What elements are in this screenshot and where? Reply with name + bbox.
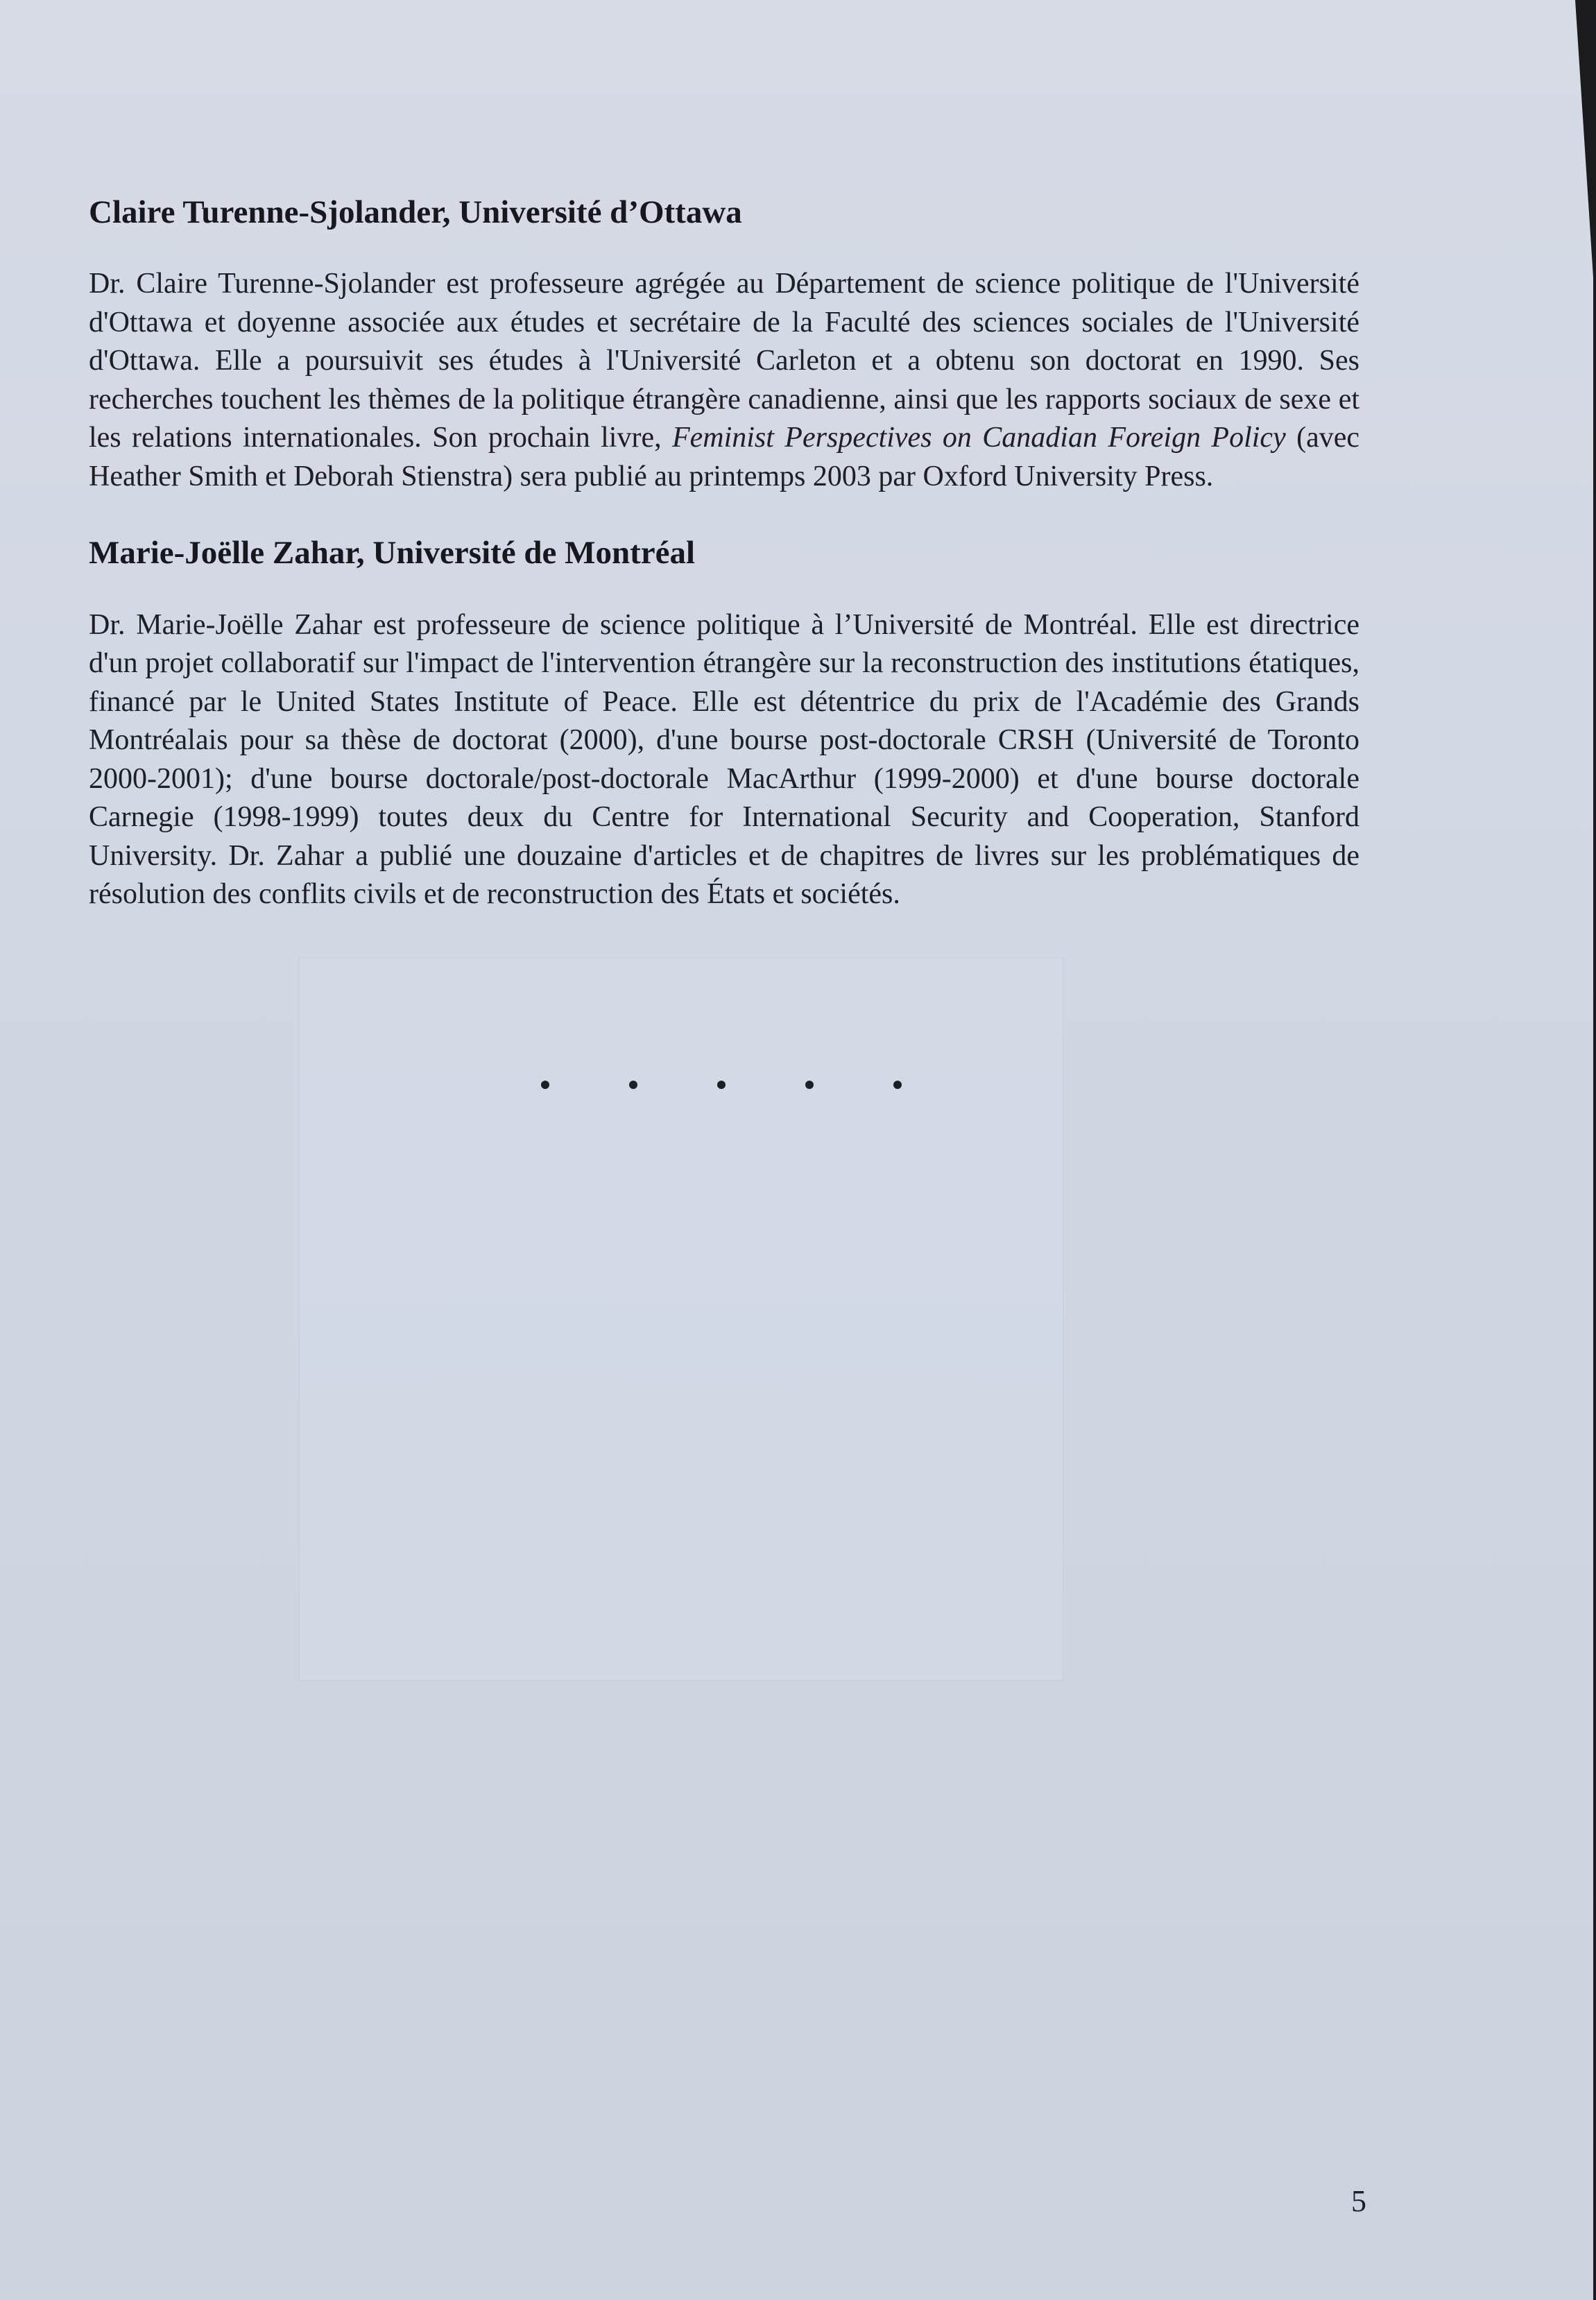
show-through-rectangle — [298, 957, 1064, 1681]
section-heading: Claire Turenne-Sjolander, Université d’Ottawa — [89, 194, 742, 230]
book-title: Feminist Perspectives on Canadian Foreign Policy — [671, 422, 1286, 454]
bio-text-part1: Dr. Claire Turenne-Sjolander est professeure agrégée au Département de science politique de l'Université d'Ottawa et doyenne associée aux études et secrétaire de la Faculté des sciences sociales de l'Université d'Ottawa. Elle a poursuivit ses études à l'Université Carleton et a obtenu son doctorat en 1990. Ses recherches touchent les thèmes de la politique étrangère canadienne, ainsi que les rapports sociaux de sexe et les relations internationales. Son prochain livre, — [89, 268, 1359, 454]
scan-shadow-edge — [1547, 0, 1596, 2300]
page-number: 5 — [1351, 2184, 1366, 2218]
bio-paragraph — [89, 265, 1359, 496]
bio-claire-turenne-sjolander — [89, 193, 1359, 496]
bio-text-part2: (avec Heather Smith et Deborah Stienstra) sera publié au printemps 2003 par Oxford University Press. — [89, 422, 1359, 492]
section-heading: Marie-Joëlle Zahar, Université de Montréal — [89, 535, 696, 572]
dot-separator — [541, 1081, 902, 1089]
separator-dot — [629, 1081, 637, 1089]
separator-dot — [541, 1081, 549, 1089]
document-body — [89, 193, 1359, 914]
separator-dot — [717, 1081, 726, 1089]
separator-dot — [805, 1081, 814, 1089]
bio-paragraph: Dr. Marie-Joëlle Zahar est professeure de science politique à l’Université de Montréal. Elle est directrice d'un projet collaboratif sur l'impact de l'intervention étrangère sur la reconstruction des institutions étatiques, financé par le United States Institute of Peace. Elle est détentrice du prix de l'Académie des Grands Montréalais pour sa thèse de doctorat (2000), d'une bourse post-doctorale CRSH (Université de Toronto 2000-2001); d'une bourse doctorale/post-doctorale MacArthur (1999-2000) et d'une bourse doctorale Carnegie (1998-1999) toutes deux du Centre for International Security and Cooperation, Stanford University. Dr. Zahar a publié une douzaine d'articles et de chapitres de livres sur les problématiques de résolution des conflits civils et de reconstruction des États et sociétés. — [89, 608, 1359, 911]
bio-marie-joelle-zahar — [89, 533, 1359, 913]
separator-dot — [893, 1081, 902, 1089]
